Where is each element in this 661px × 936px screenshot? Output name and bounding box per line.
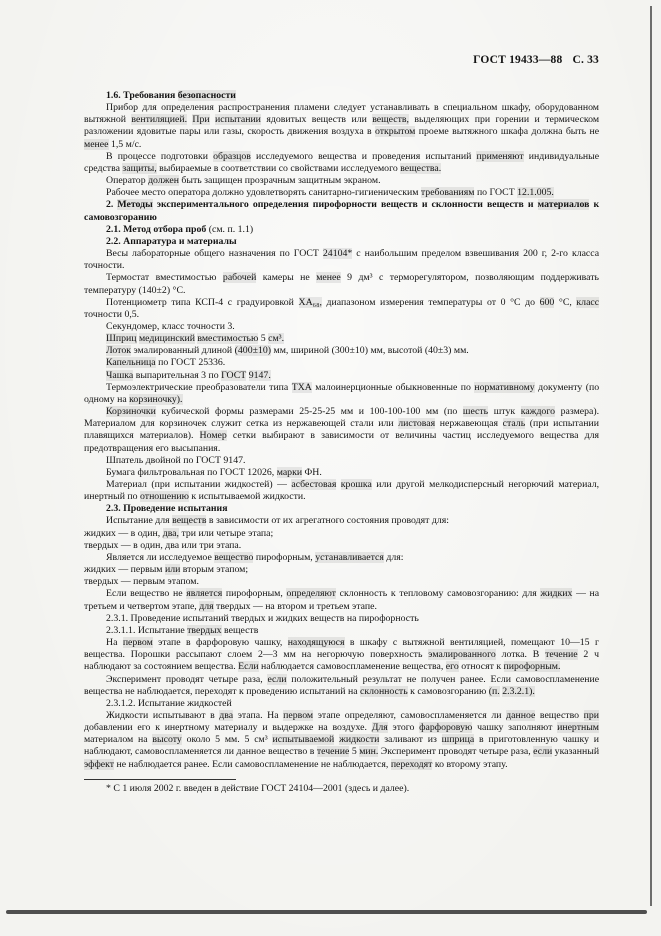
- scan-highlight: если: [267, 673, 287, 685]
- scan-highlight: При: [192, 114, 210, 126]
- section-heading: 1.6. Требования безопасности: [106, 90, 236, 101]
- scan-highlight: Лоток: [106, 345, 131, 357]
- scan-highlight: эффект: [84, 758, 115, 770]
- paragraph: Корзиночки кубической формы размерами 25-25-25 мм и 100-100-100 мм (по шесть штук каждого размера). Материалом для корзиночек служит сетка из нержавеющей стали или листовая нержавеющая сталь (при испытании плавящихся материалов). Номер сетки выбирают в зависимости от величины частиц исследуемого вещества для предотвращения его высыпания.: [84, 406, 600, 454]
- scan-highlight: шприца: [441, 734, 475, 746]
- scan-highlight: ТХА: [291, 381, 312, 393]
- scan-highlight: крошка: [340, 479, 372, 490]
- scan-highlight: Корзиночки: [106, 406, 156, 418]
- paragraph: жидких — в один, два, три или четыре этапа;: [84, 527, 274, 539]
- scan-highlight: менее: [84, 138, 109, 150]
- scan-highlight: инертным: [557, 722, 600, 734]
- paragraph: Шпатель двойной по ГОСТ 9147.: [106, 454, 246, 466]
- paragraph: Испытание для веществ в зависимости от их агрегатного состояния проводят для:: [106, 515, 449, 527]
- paragraph: 2.3.1.2. Испытание жидкостей: [106, 697, 232, 709]
- scan-highlight: 12.1.005.: [517, 187, 554, 199]
- scan-highlight: Если: [238, 661, 259, 673]
- paragraph: Жидкости испытывают в два этапа. На первом этапе определяют, самовоспламеняется ли данное вещество при добавлении его к инертному материалу и выдержке на воздухе. Для этого фарфоровую чашку заполняют инертным материалом на высоту около 5 мм. 5 см³ испытываемой жидкости заливают из шприца в приготовленную чашку и наблюдают, самовоспламеняется ли данное вещество в течение 5 мин. Эксперимент проводят четыре раза, если указанный эффект не наблюдается ранее. Если самовоспламенение не наблюдается, переходят ко второму этапу.: [84, 709, 600, 770]
- scan-highlight: его: [445, 661, 459, 673]
- page-number: С. 33: [572, 54, 599, 66]
- paragraph: Капельница по ГОСТ 25336.: [106, 357, 226, 369]
- scan-highlight: Чашка: [106, 369, 134, 381]
- scan-highlight: рабочей: [222, 272, 257, 284]
- paragraph: Термостат вместимостью рабочей камеры не менее 9 дм³ с терморегулятором, позволяющим поддерживать температуру (140±2) °С.: [84, 272, 600, 296]
- scan-highlight: склонность: [360, 685, 408, 697]
- page-header: [84, 54, 599, 66]
- section-heading: 2.2. Аппаратура и материалы: [106, 235, 237, 247]
- scan-highlight: твердых: [187, 624, 222, 636]
- scan-highlight: см³.: [268, 333, 285, 345]
- scan-highlight: менее: [316, 272, 341, 284]
- scan-highlight: два,: [162, 527, 179, 539]
- paragraph: Секундомер, класс точности 3.: [106, 320, 235, 332]
- scan-highlight: течение: [545, 649, 578, 661]
- scan-highlight: является: [186, 588, 223, 600]
- scan-highlight: для: [199, 600, 214, 612]
- scan-highlight: высоту: [152, 734, 182, 746]
- scan-highlight: эмалированного: [428, 649, 496, 661]
- paragraph: Потенциометр типа КСП-4 с градуировкой ХА₆₈, диапазоном измерения температуры от 0 °С до 600 °С, класс точности 0,5.: [84, 296, 600, 320]
- scan-highlight: открытом: [375, 126, 416, 138]
- paragraph: жидких — первым или вторым этапом;: [84, 564, 249, 576]
- scan-highlight: образцов: [213, 150, 251, 162]
- scan-highlight: отношению: [140, 491, 189, 503]
- scan-highlight: находящуюся: [287, 637, 345, 649]
- document-body: [84, 90, 599, 771]
- scan-highlight: веществ: [172, 515, 207, 527]
- paragraph: Прибор для определения распространения пламени следует устанавливать в специальном шкафу, оборудованном вытяжной вентиляцией. При испытании ядовитых веществ или веществ, выделяющих при горении и термическом разложении ядовитые пары или газы, скорость движения воздуха в открытом проеме вытяжного шкафа должна быть не менее 1,5 м/с.: [84, 102, 600, 150]
- scan-highlight: если: [533, 746, 553, 758]
- paragraph: Оператор должен быть защищен прозрачным защитным экраном.: [106, 175, 381, 187]
- section-heading: 2.3. Проведение испытания: [106, 503, 228, 515]
- scan-highlight: веществ,: [372, 114, 409, 126]
- scan-highlight: фарфоровую: [419, 722, 473, 734]
- scan-highlight: вещество: [214, 551, 254, 563]
- scan-highlight: испытываемой: [272, 734, 335, 746]
- scan-highlight: первом: [283, 709, 314, 721]
- standard-number: ГОСТ 19433—88: [473, 54, 563, 66]
- scan-highlight: защиты,: [122, 162, 157, 174]
- scan-highlight: при: [583, 709, 599, 721]
- paragraph: твердых — в один, два или три этапа.: [84, 539, 242, 551]
- scan-highlight: вещества.: [400, 162, 442, 174]
- paragraph: Рабочее место оператора должно удовлетворять санитарно-гигиеническим требованиям по ГОСТ 12.1.005.: [106, 187, 554, 199]
- scan-highlight: ХА₆₈,: [298, 296, 322, 308]
- scan-highlight: требованиям: [420, 187, 475, 199]
- scan-highlight: Для: [371, 722, 388, 734]
- scan-highlight: Шприц: [106, 333, 137, 345]
- scan-highlight: переходят: [390, 758, 433, 770]
- scan-edge-right: [650, 6, 652, 906]
- paragraph: 2.3.1.1. Испытание твердых веществ: [106, 624, 259, 636]
- scan-highlight: применяют: [476, 150, 524, 162]
- scan-highlight: 24104*: [322, 248, 353, 260]
- scan-edge-bottom: [6, 910, 647, 914]
- scan-highlight: данное: [506, 709, 536, 721]
- paragraph: Если вещество не является пирофорным, определяют склонность к тепловому самовозгоранию: для жидких — на третьем и четвертом этапе, для твердых — на втором и третьем этапе.: [84, 588, 600, 612]
- scan-highlight: жидкости: [339, 734, 380, 746]
- scan-highlight: сталь: [502, 418, 526, 430]
- paragraph: Весы лабораторные общего назначения по ГОСТ 24104* с наибольшим пределом взвешивания 200 г, 2-го класса точности.: [84, 248, 600, 272]
- scan-highlight: или: [164, 564, 181, 576]
- scan-highlight: вместимостью: [197, 333, 259, 345]
- scan-highlight: определяют: [286, 588, 336, 600]
- scan-highlight: Методы: [117, 199, 153, 211]
- paragraph: Является ли исследуемое вещество пирофорным, устанавливается для:: [106, 551, 404, 563]
- scan-highlight: материалов: [537, 199, 590, 211]
- scan-highlight: первом: [122, 637, 153, 649]
- paragraph: На первом этапе в фарфоровую чашку, находящуюся в шкафу с вытяжной вентиляцией, помещают 10—15 г вещества. Порошки рассыпают слоем 2—3 мм на негорючую поверхность эмалированного лотка. В течение 2 ч наблюдают за состоянием вещества. Если наблюдается самовоспламенение вещества, его относят к пирофорным.: [84, 637, 600, 673]
- scan-highlight: корзиночку).: [129, 393, 183, 405]
- scan-highlight: два: [219, 709, 234, 721]
- section-heading: 2.1. Метод отбора проб (см. п. 1.1): [106, 223, 254, 235]
- paragraph: Материал (при испытании жидкостей) — асбестовая крошка или другой мелкодисперсный негорючий материал, инертный по отношению к испытываемой жидкости.: [84, 479, 600, 503]
- scan-highlight: 9147.: [248, 369, 271, 381]
- scan-highlight: марки: [276, 466, 303, 478]
- scan-highlight: нормативному: [474, 381, 535, 393]
- scan-highlight: каждого: [520, 406, 556, 418]
- scan-highlight: безопасности: [177, 90, 236, 101]
- paragraph: В процессе подготовки образцов исследуемого вещества и проведения испытаний применяют индивидуальные средства защиты, выбираемые в соответствии со свойствами исследуемого вещества.: [84, 150, 600, 174]
- paragraph: твердых — первым этапом.: [84, 576, 199, 588]
- paragraph: Бумага фильтровальная по ГОСТ 12026, марки ФН.: [106, 466, 322, 478]
- paragraph: 2.3.1. Проведение испытаний твердых и жидких веществ на пирофорность: [106, 612, 419, 624]
- scan-highlight: Капельница: [106, 357, 156, 369]
- scan-highlight: Номер: [199, 430, 227, 442]
- scan-highlight: (400±10): [234, 345, 272, 357]
- scan-highlight: (п.: [488, 685, 500, 697]
- scan-highlight: вентиляцией.: [131, 114, 188, 126]
- scan-highlight: должен: [148, 175, 179, 187]
- scan-highlight: 2.3.2.1).: [502, 685, 535, 697]
- scan-highlight: течение: [316, 746, 350, 758]
- scan-highlight: 600: [539, 296, 555, 308]
- scan-highlight: медицинский: [138, 333, 195, 345]
- scan-highlight: ГОСТ: [221, 369, 247, 381]
- paragraph: Эксперимент проводят четыре раза, если положительный результат не получен ранее. Если самовоспламенение вещества не наблюдается, переходят к проведению испытаний на склонность к самовозгоранию (п. 2.3.2.1).: [84, 673, 600, 697]
- scan-highlight: асбестовая: [291, 479, 337, 490]
- scan-highlight: испытании: [215, 114, 261, 126]
- paragraph: Шприц медицинский вместимостью 5 см³.: [106, 333, 285, 345]
- scan-highlight: класс: [576, 296, 600, 308]
- footnote-divider: [84, 779, 236, 780]
- scan-highlight: жидких: [540, 588, 573, 600]
- scan-highlight: листовая: [398, 418, 436, 430]
- paragraph: Чашка выпарительная 3 по ГОСТ 9147.: [106, 369, 271, 381]
- scan-highlight: мин.: [359, 746, 379, 758]
- scan-highlight: пирофорным.: [503, 661, 561, 673]
- scan-highlight: устанавливается: [315, 551, 384, 563]
- scan-highlight: шесть: [462, 406, 489, 418]
- footnote: * С 1 июля 2002 г. введен в действие ГОСТ 24104—2001 (здесь и далее).: [106, 782, 410, 794]
- paragraph: Лоток эмалированный длиной (400±10) мм, шириной (300±10) мм, высотой (40±3) мм.: [106, 345, 469, 357]
- paragraph: Термоэлектрические преобразователи типа ТХА малоинерционные обыкновенные по нормативному документу (по одному на корзиночку).: [84, 381, 600, 405]
- section-heading: 2. Методы экспериментального определения пирофорности веществ и склонности веществ и материалов к самовозгоранию: [84, 199, 600, 223]
